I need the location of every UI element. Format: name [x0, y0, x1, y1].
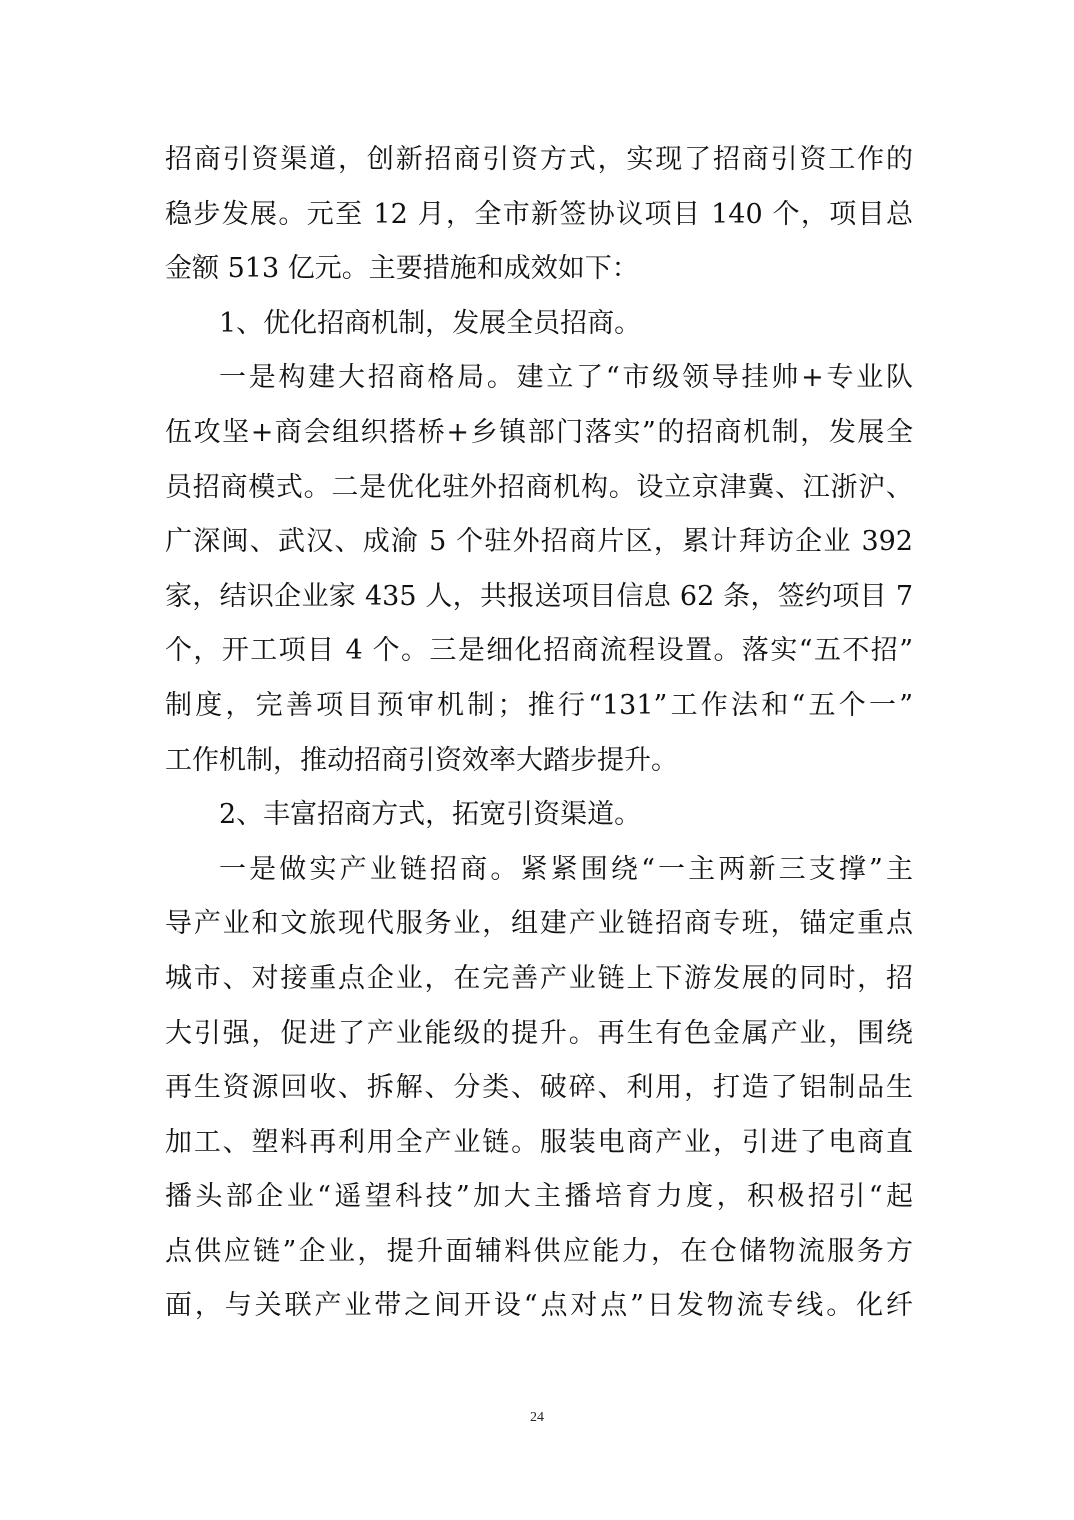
text-line: 导产业和文旅现代服务业，组建产业链招商专班，锚定重点 [165, 908, 913, 940]
text-line: 城市、对接重点企业，在完善产业链上下游发展的同时，招 [165, 962, 913, 994]
body-text [165, 137, 913, 1338]
text-line: 制度，完善项目预审机制；推行“131”工作法和“五个一” [165, 689, 913, 721]
section-heading-2: 2、丰富招商方式，拓宽引资渠道。 [219, 799, 642, 831]
text-line: 播头部企业“遥望科技”加大主播培育力度，积极招引“起 [165, 1181, 913, 1213]
text-line: 广深闽、武汉、成渝 5 个驻外招商片区，累计拜访企业 392 [165, 526, 913, 558]
text-line: 招商引资渠道，创新招商引资方式，实现了招商引资工作的 [165, 144, 913, 175]
text-line: 金额 513 亿元。主要措施和成效如下： [165, 253, 639, 285]
text-line: 个，开工项目 4 个。三是细化招商流程设置。落实“五不招” [165, 635, 913, 667]
text-line: 伍攻坚+商会组织搭桥+乡镇部门落实”的招商机制，发展全 [165, 416, 913, 448]
text-line: 稳步发展。元至 12 月，全市新签协议项目 140 个，项目总 [165, 198, 913, 230]
text-line: 大引强，促进了产业能级的提升。再生有色金属产业，围绕 [165, 1017, 913, 1049]
text-line: 加工、塑料再利用全产业链。服装电商产业，引进了电商直 [165, 1126, 913, 1158]
text-line: 一是构建大招商格局。建立了“市级领导挂帅+专业队 [219, 362, 913, 394]
text-line: 员招商模式。二是优化驻外招商机构。设立京津冀、江浙沪、 [165, 471, 913, 503]
text-line: 家，结识企业家 435 人，共报送项目信息 62 条，签约项目 7 [165, 580, 913, 612]
text-line: 工作机制，推动招商引资效率大踏步提升。 [165, 744, 678, 776]
page-number: 24 [530, 1410, 544, 1425]
text-line: 再生资源回收、拆解、分类、破碎、利用，打造了铝制品生 [165, 1072, 913, 1104]
section-heading-1: 1、优化招商机制，发展全员招商。 [219, 307, 642, 339]
text-line: 一是做实产业链招商。紧紧围绕“一主两新三支撑”主 [219, 853, 913, 885]
text-line: 面，与关联产业带之间开设“点对点”日发物流专线。化纤 [165, 1290, 913, 1322]
text-line: 点供应链”企业，提升面辅料供应能力，在仓储物流服务方 [165, 1235, 913, 1267]
